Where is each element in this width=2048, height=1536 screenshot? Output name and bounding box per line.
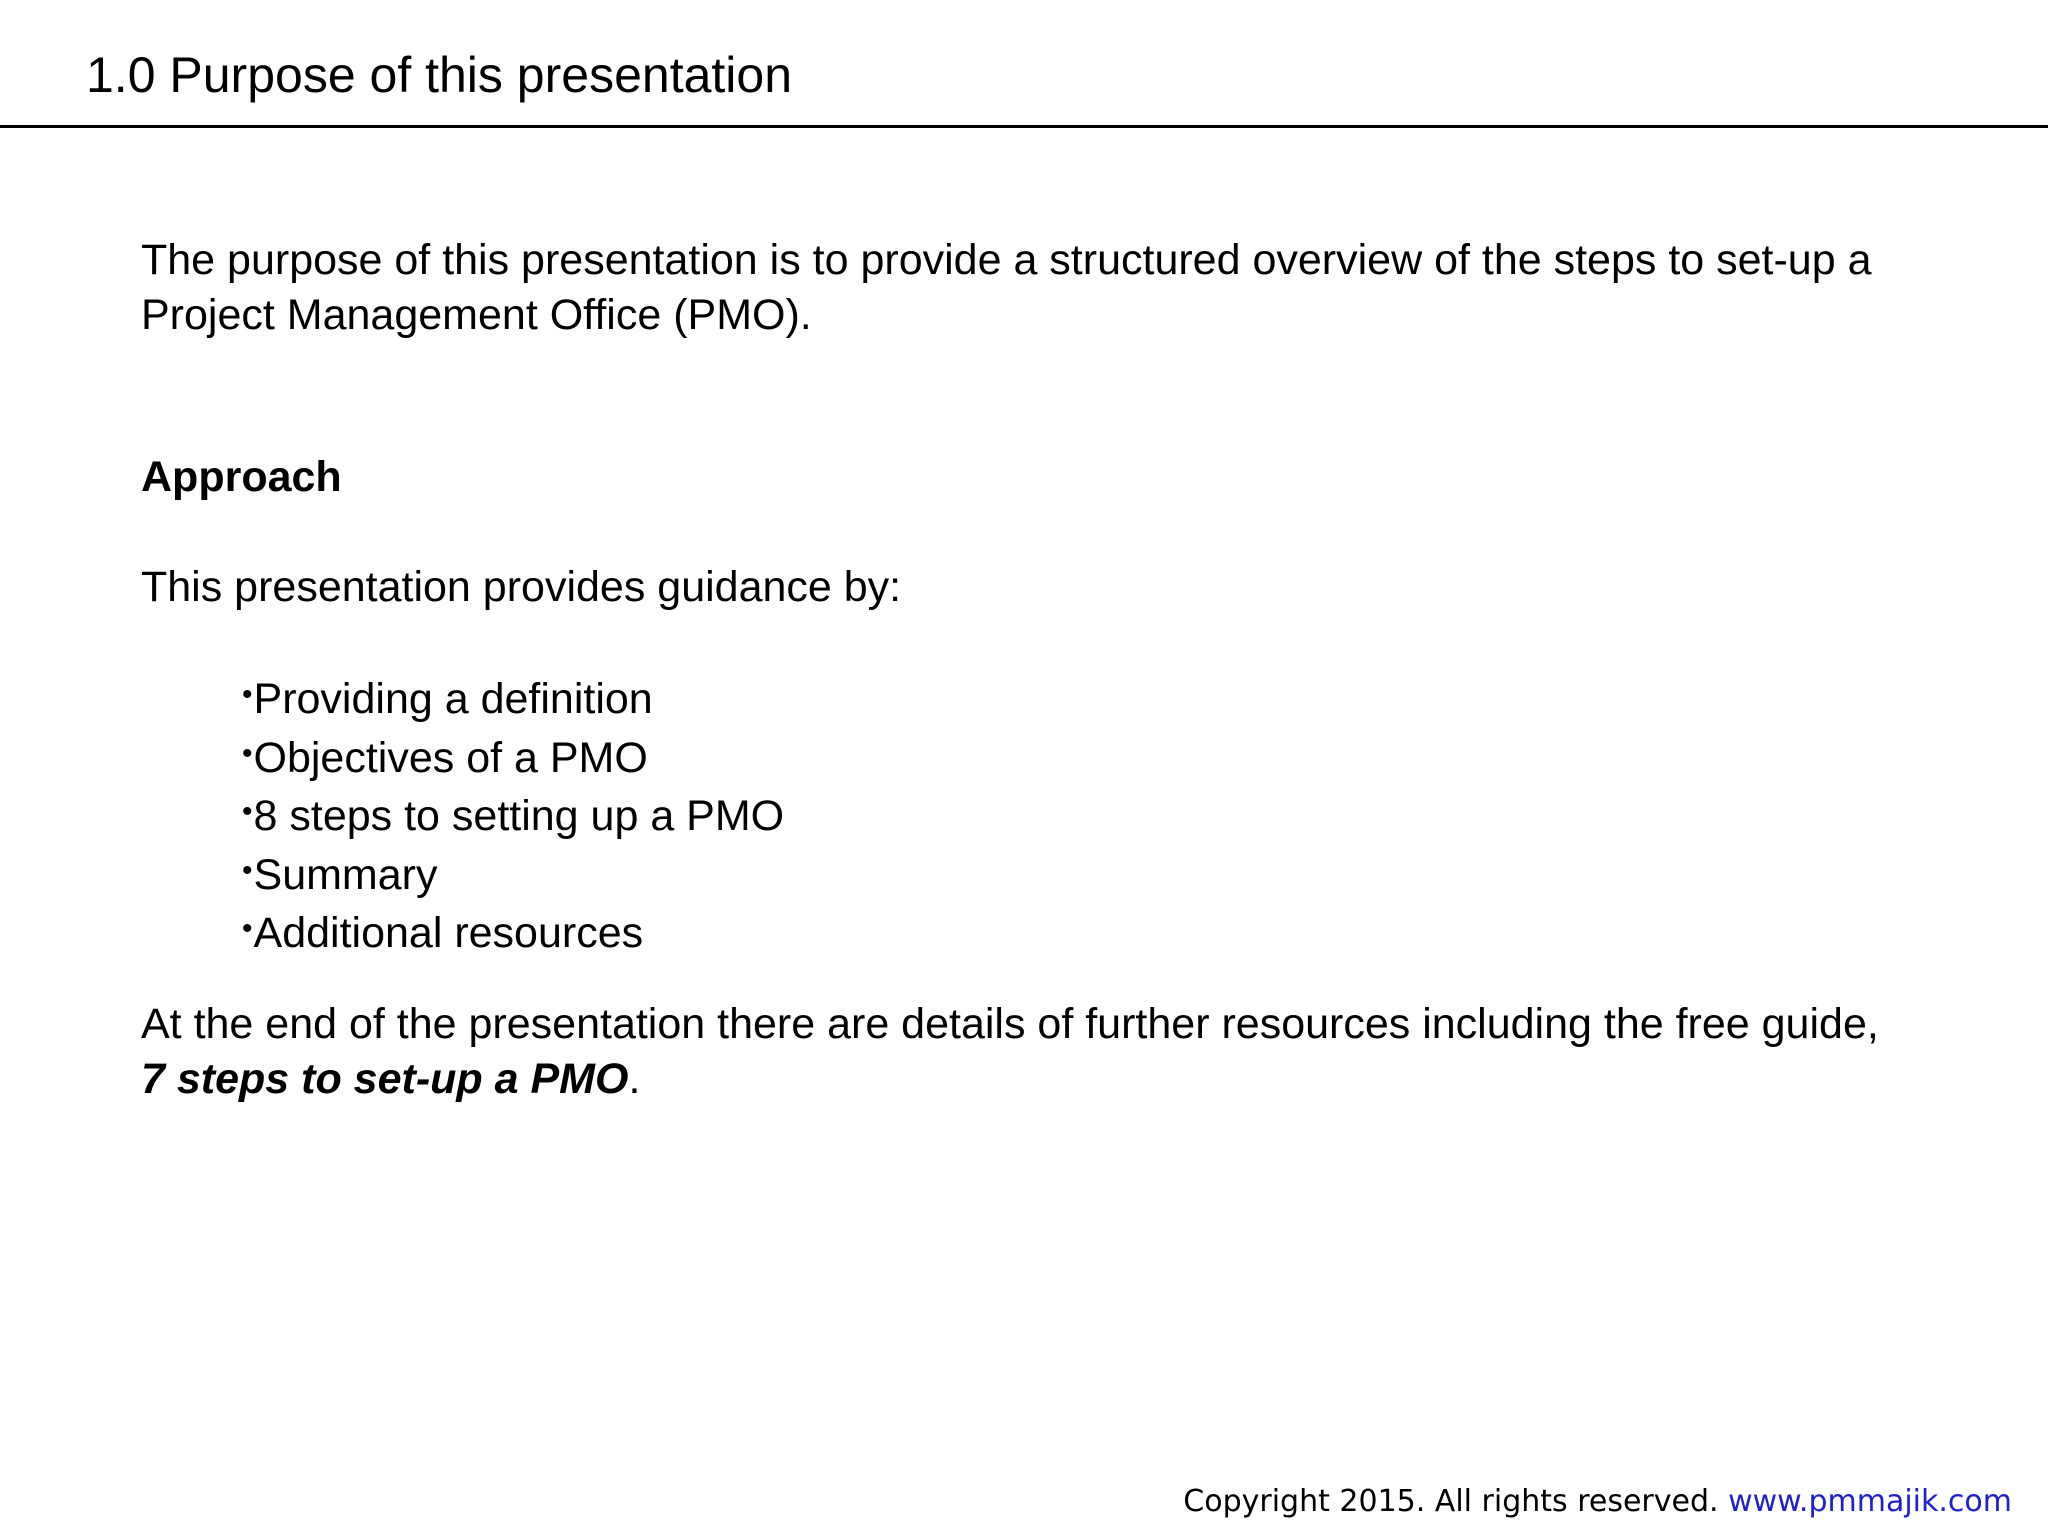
slide-title: 1.0 Purpose of this presentation [86, 47, 793, 103]
bullet-icon: • [242, 912, 253, 945]
closing-text: At the end of the presentation there are details of further resources including the free guide, [141, 1000, 1879, 1048]
list-item [242, 785, 784, 844]
website-link[interactable]: www.pmmajik.com [1728, 1484, 2012, 1519]
closing-paragraph [141, 997, 1901, 1107]
approach-heading: Approach [141, 453, 342, 501]
list-item-text: Summary [253, 850, 438, 899]
list-item-text: Objectives of a PMO [253, 733, 648, 782]
copyright-notice: Copyright 2015. All rights reserved. [1183, 1484, 1729, 1519]
list-item [242, 727, 784, 786]
list-item [242, 844, 784, 903]
list-item [242, 668, 784, 727]
footer [1183, 1482, 2012, 1522]
bullet-icon: • [242, 678, 253, 711]
intro-paragraph: The purpose of this presentation is to provide a structured overview of the steps to set-up a Project Management Office (PMO). [141, 236, 1872, 339]
bullet-icon: • [242, 853, 253, 887]
bullet-icon: • [242, 736, 253, 770]
lead-sentence: This presentation provides guidance by: [141, 563, 902, 611]
bullet-icon: • [242, 795, 253, 828]
closing-period: . [628, 1055, 641, 1103]
list-item-text: Additional resources [253, 909, 644, 957]
guide-title: 7 steps to set-up a PMO [141, 1055, 629, 1103]
list-item [242, 902, 784, 961]
title-divider [0, 125, 2048, 128]
guidance-list [242, 668, 784, 961]
list-item-text: Providing a definition [253, 675, 653, 723]
list-item-text: 8 steps to setting up a PMO [253, 792, 785, 840]
